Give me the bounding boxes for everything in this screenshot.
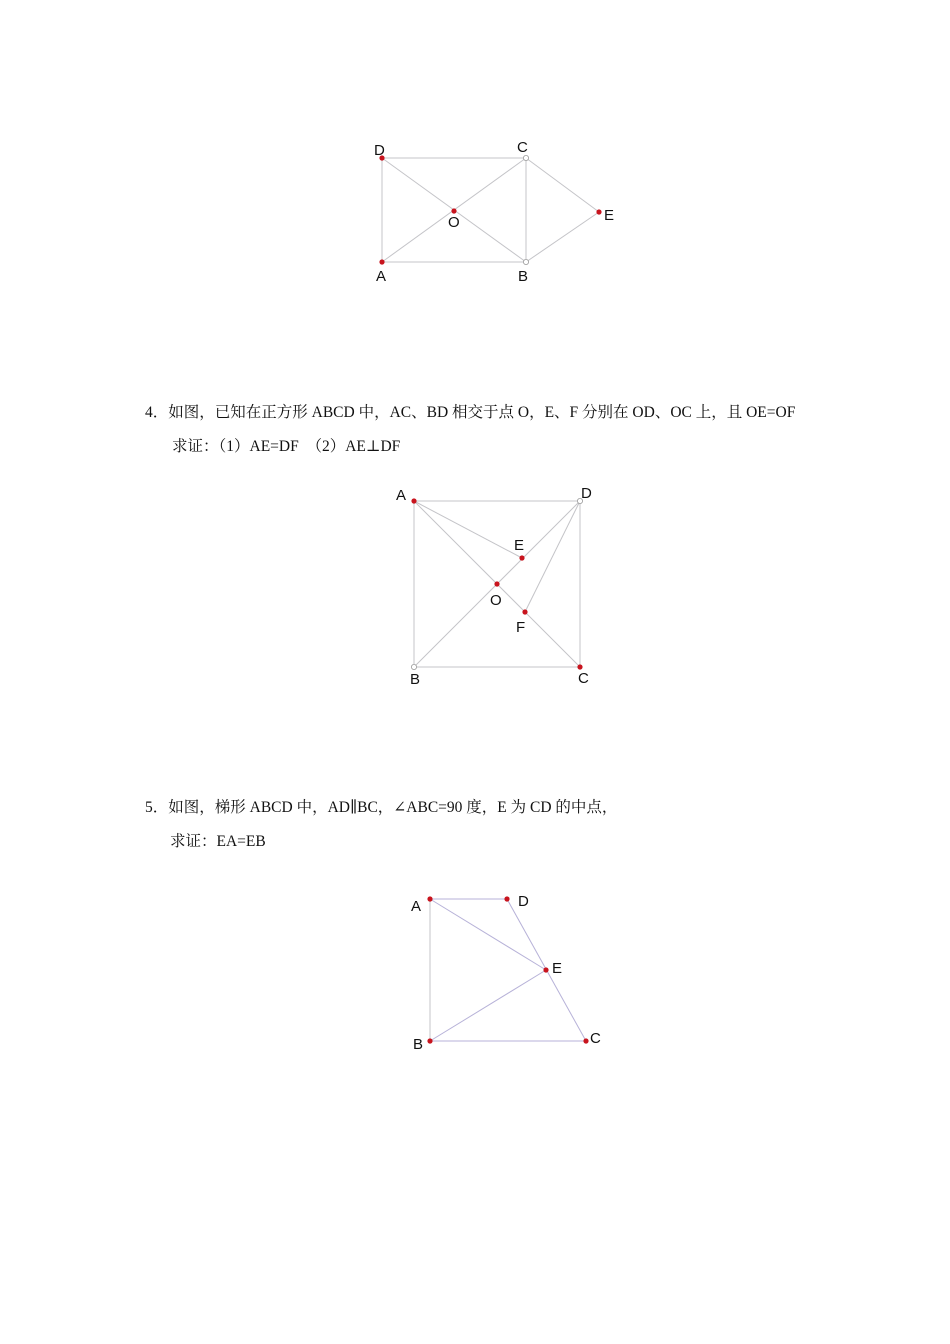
figure-trapezoid bbox=[400, 885, 615, 1055]
label-b: B bbox=[413, 1036, 424, 1053]
segment-ce bbox=[526, 158, 599, 212]
problem-4-statement: 如图，已知在正方形 ABCD 中，AC、BD 相交于点 O，E、F 分别在 OD、OC 上，且 OE=OF bbox=[168, 404, 796, 421]
label-b: B bbox=[410, 671, 421, 688]
point-o bbox=[451, 208, 456, 213]
label-d: D bbox=[518, 893, 529, 910]
label-d: D bbox=[581, 485, 592, 502]
label-c: C bbox=[578, 670, 589, 687]
label-f: F bbox=[516, 619, 526, 636]
point-a bbox=[379, 259, 384, 264]
label-a: A bbox=[396, 487, 407, 504]
problem-5-statement: 如图，梯形 ABCD 中，AD∥BC，∠ABC=90 度，E 为 CD 的中点， bbox=[168, 799, 618, 816]
point-e bbox=[519, 555, 524, 560]
point-c bbox=[583, 1038, 588, 1043]
label-e: E bbox=[604, 207, 615, 224]
segment-ae bbox=[414, 501, 525, 558]
label-o: O bbox=[448, 214, 460, 231]
problem-5-line-1 bbox=[145, 798, 617, 818]
point-f bbox=[522, 609, 527, 614]
problem-4-line-1 bbox=[145, 403, 795, 423]
point-a bbox=[411, 498, 416, 503]
point-d bbox=[504, 896, 509, 901]
point-c bbox=[577, 664, 582, 669]
label-a: A bbox=[376, 268, 387, 285]
segment-be bbox=[526, 212, 599, 262]
label-o: O bbox=[490, 592, 502, 609]
point-b bbox=[523, 259, 528, 264]
label-b: B bbox=[518, 268, 529, 285]
problem-5-prove: 求证：EA=EB bbox=[170, 833, 266, 850]
problem-4-number: 4． bbox=[145, 404, 169, 421]
point-b bbox=[427, 1038, 432, 1043]
problem-5-number: 5． bbox=[145, 799, 169, 816]
label-c: C bbox=[590, 1030, 601, 1047]
point-b bbox=[411, 664, 416, 669]
figure-square-diagonals bbox=[390, 480, 605, 690]
label-e: E bbox=[514, 537, 525, 554]
label-a: A bbox=[411, 898, 422, 915]
point-o bbox=[494, 581, 499, 586]
figure-rectangle-triangle bbox=[360, 130, 630, 295]
label-c: C bbox=[517, 139, 528, 156]
point-e bbox=[596, 209, 601, 214]
segment-be bbox=[430, 970, 546, 1041]
point-a bbox=[427, 896, 432, 901]
point-e bbox=[543, 967, 548, 972]
label-d: D bbox=[374, 142, 385, 159]
problem-4-prove: 求证：（1）AE=DF （2）AE⊥DF bbox=[172, 438, 401, 455]
segment-df bbox=[525, 501, 580, 612]
label-e: E bbox=[552, 960, 563, 977]
point-c bbox=[523, 155, 528, 160]
